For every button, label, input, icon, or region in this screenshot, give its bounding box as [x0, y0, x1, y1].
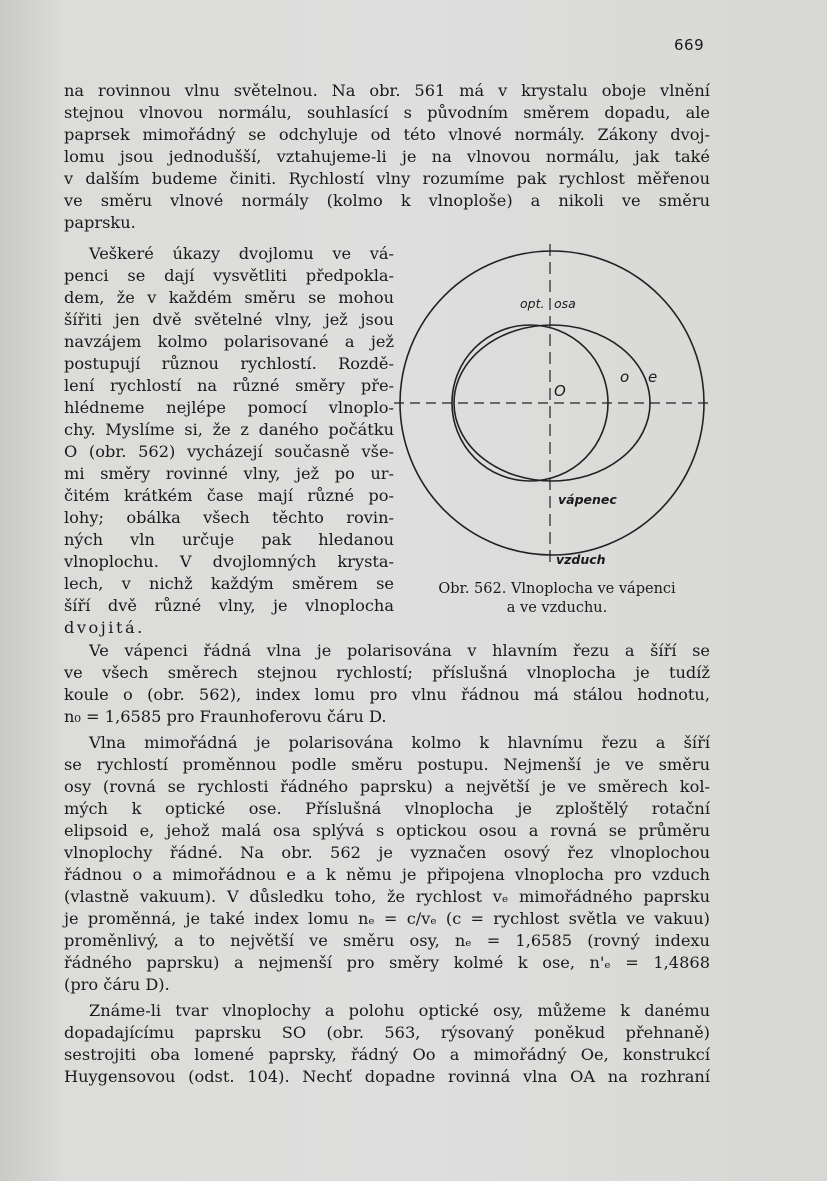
figure-caption	[402, 580, 712, 618]
text-line: v dalším budeme činiti. Rychlostí vlny rozumíme pak rychlost měřenou	[64, 169, 710, 188]
text-line: elipsoid e, jehož malá osa splývá s optickou osou a rovná se průměru	[64, 821, 710, 840]
text-line: ve všech směrech stejnou rychlostí; příslušná vlnoplocha je tudíž	[64, 663, 710, 682]
text-line: koule o (obr. 562), index lomu pro vlnu řádnou má stálou hodnotu,	[64, 685, 710, 704]
text-line: O (obr. 562) vycházejí současně vše-	[64, 442, 394, 461]
text-line: vlnoplochu. V dvojlomných krysta-	[64, 552, 394, 571]
text-line: mi směry rovinné vlny, jež po ur-	[64, 464, 394, 483]
text-line: chy. Myslíme si, že z daného počátku	[64, 420, 394, 439]
text-line: postupují různou rychlostí. Rozdě-	[64, 354, 394, 373]
text-line: osy (rovná se rychlosti řádného paprsku) a největší je ve směrech kol-	[64, 777, 710, 796]
text-line: dopadajícímu paprsku SO (obr. 563, rýsovaný poněkud přehnaně)	[64, 1023, 710, 1042]
text-line: lech, v nichž každým směrem se	[64, 574, 394, 593]
text-line: stejnou vlnovou normálu, souhlasící s původním směrem dopadu, ale	[64, 103, 710, 122]
label-vzduch: vzduch	[556, 552, 606, 567]
wrap-paragraph	[64, 243, 394, 639]
text-line: řádného paprsku) a nejmenší pro směry kolmé k ose, n'ₑ = 1,4868	[64, 953, 710, 972]
text-line: ve směru vlnové normály (kolmo k vlnoploše) a nikoli ve směru	[64, 191, 710, 210]
text-line: mých k optické ose. Příslušná vlnoplocha je zploštělý rotační	[64, 799, 710, 818]
text-line: se rychlostí proměnnou podle směru postupu. Nejmenší je ve směru	[64, 755, 710, 774]
text-line: šíří dvě různé vlny, je vlnoplocha	[64, 596, 394, 615]
text-line: Vlna mimořádná je polarisována kolmo k hlavnímu řezu a šíří	[89, 733, 710, 752]
text-line: na rovinnou vlnu světelnou. Na obr. 561 má v krystalu oboje vlnění	[64, 81, 710, 100]
text-line: Huygensovou (odst. 104). Nechť dopadne rovinná vlna OA na rozhraní	[64, 1067, 710, 1086]
text-line: lohy; obálka všech těchto rovin-	[64, 508, 394, 527]
text-line: lení rychlostí na různé směry pře-	[64, 376, 394, 395]
text-line: dvojitá.	[64, 618, 145, 637]
text-line: je proměnná, je také index lomu nₑ = c/vₑ (c = rychlost světla ve vakuu)	[64, 909, 710, 928]
label-origin: O	[554, 382, 566, 400]
text-line: hlédneme nejlépe pomocí vlnoplo-	[64, 398, 394, 417]
text-line: paprsku.	[64, 213, 136, 232]
text-line: lomu jsou jednodušší, vztahujeme-li je na vlnovou normálu, jak také	[64, 147, 710, 166]
wave-surface-diagram	[386, 240, 716, 580]
text-line: šířiti jen dvě světelné vlny, jež jsou	[64, 310, 394, 329]
text-line: paprsek mimořádný se odchyluje od této vlnové normály. Zákony dvoj-	[64, 125, 710, 144]
label-osa: osa	[554, 296, 576, 311]
caption-line: Obr. 562. Vlnoplocha ve vápenci	[438, 581, 676, 597]
text-line: Známe-li tvar vlnoplochy a polohu optické osy, můžeme k danému	[89, 1001, 710, 1020]
lower-text	[64, 640, 710, 1088]
label-o: o	[620, 368, 630, 386]
text-line: penci se dají vysvětliti předpokla-	[64, 266, 394, 285]
page-number: 669	[674, 36, 705, 54]
text-line: Veškeré úkazy dvojlomu ve vá-	[89, 244, 394, 263]
text-line: Ve vápenci řádná vlna je polarisována v hlavním řezu a šíří se	[89, 641, 710, 660]
label-vapenec: vápenec	[558, 492, 617, 507]
text-line: n₀ = 1,6585 pro Fraunhoferovu čáru D.	[64, 707, 387, 726]
text-line: navzájem kolmo polarisované a jež	[64, 332, 394, 351]
text-line: dem, že v každém směru se mohou	[64, 288, 394, 307]
text-line: vlnoplochy řádné. Na obr. 562 je vyznačen osový řez vlnoplochou	[64, 843, 710, 862]
text-line: řádnou o a mimořádnou e a k němu je připojena vlnoplocha pro vzduch	[64, 865, 710, 884]
text-line: (pro čáru D).	[64, 975, 170, 994]
top-paragraph	[64, 80, 710, 234]
text-line: (vlastně vakuum). V důsledku toho, že rychlost vₑ mimořádného paprsku	[64, 887, 710, 906]
text-line: proměnlivý, a to největší ve směru osy, nₑ = 1,6585 (rovný indexu	[64, 931, 710, 950]
text-line: sestrojiti oba lomené paprsky, řádný Oo a mimořádný Oe, konstrukcí	[64, 1045, 710, 1064]
text-line: ných vln určuje pak hledanou	[64, 530, 394, 549]
figure-562	[386, 240, 716, 580]
caption-line: a ve vzduchu.	[506, 600, 608, 616]
text-line: čitém krátkém čase mají různé po-	[64, 486, 394, 505]
label-opt: opt.	[520, 296, 545, 311]
label-e: e	[648, 368, 658, 386]
